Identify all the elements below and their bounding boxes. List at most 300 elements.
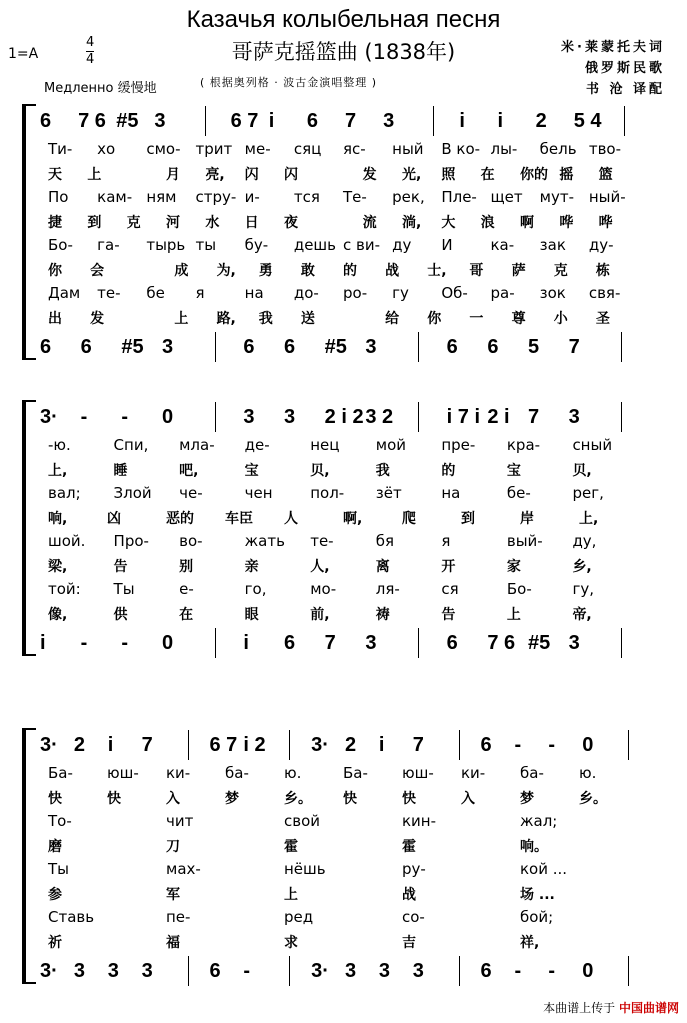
lyric-syllable: те-	[97, 284, 121, 302]
note: 6	[487, 336, 499, 358]
note: 7	[345, 110, 357, 132]
footer-text: 本曲谱上传于	[543, 1001, 616, 1015]
lyric-syllable: яс-	[343, 140, 366, 158]
barline	[433, 106, 434, 136]
note-row	[40, 632, 665, 658]
lyric-syllable: 在	[480, 167, 495, 183]
lyric-syllable: Ба-	[48, 764, 73, 782]
lyric-line	[48, 764, 668, 784]
note: -	[548, 734, 555, 756]
note: 6	[306, 110, 318, 132]
lyric-line	[48, 140, 668, 160]
note: 6	[446, 632, 458, 654]
note: 3	[383, 110, 395, 132]
note: 0	[582, 734, 594, 756]
lyric-syllable: гу,	[572, 580, 594, 598]
note: 2 i	[487, 406, 510, 428]
lyric-syllable: ра-	[490, 284, 515, 302]
lyric-syllable: 参	[48, 887, 62, 903]
lyric-syllable: зок	[539, 284, 566, 302]
lyric-syllable: 在	[179, 607, 194, 623]
note-row	[40, 960, 665, 986]
lyric-syllable: По	[48, 188, 69, 206]
lyric-syllable: 快	[402, 791, 416, 807]
lyric-syllable: рег,	[572, 484, 604, 502]
lyric-syllable: 啊	[520, 215, 534, 231]
lyric-syllable: ный	[392, 140, 424, 158]
lyric-syllable: 敢	[300, 263, 315, 279]
lyric-syllable: свя-	[588, 284, 621, 302]
barline	[621, 402, 622, 432]
note: 6	[480, 734, 492, 756]
lyric-syllable: 光,	[402, 167, 422, 183]
lyric-syllable: 眼	[244, 607, 259, 623]
lyric-syllable: 梦	[225, 791, 239, 807]
lyric-syllable: 上	[87, 167, 102, 183]
note: 0	[582, 960, 594, 982]
lyric-syllable: зак	[539, 236, 566, 254]
note: 7	[412, 734, 424, 756]
lyric-syllable: 流	[362, 215, 377, 231]
lyric-syllable: 大	[441, 215, 456, 231]
lyric-syllable: де-	[244, 436, 270, 454]
lyric-syllable: со-	[402, 908, 425, 926]
lyric-syllable: кин-	[402, 812, 437, 830]
lyric-syllable: 岸	[520, 511, 534, 527]
note: 3	[345, 960, 357, 982]
system-bracket	[22, 104, 36, 360]
note: 2	[73, 734, 85, 756]
lyric-syllable: сный	[572, 436, 613, 454]
lyric-syllable: 日	[244, 215, 259, 231]
lyric-syllable: 宝	[506, 463, 521, 479]
lyric-syllable: То-	[48, 812, 72, 830]
lyric-line	[48, 308, 668, 328]
lyric-syllable: ля-	[375, 580, 400, 598]
note: 7	[528, 406, 540, 428]
lyric-line	[48, 436, 668, 456]
note: 3·	[40, 734, 58, 756]
lyric-syllable: 亲	[244, 559, 259, 575]
lyric-syllable: 上	[174, 311, 189, 327]
lyric-syllable: тырь	[146, 236, 186, 254]
lyric-syllable: щет	[490, 188, 523, 206]
lyric-syllable: ру-	[402, 860, 426, 878]
barline	[188, 730, 189, 760]
lyric-line	[48, 836, 668, 856]
lyric-syllable: 栋	[595, 263, 610, 279]
lyric-syllable: 凶	[107, 511, 121, 527]
lyric-line	[48, 460, 668, 480]
credit-translator: 书 沧 译配	[585, 82, 665, 97]
lyric-syllable: мла-	[179, 436, 215, 454]
lyric-syllable: стру-	[195, 188, 237, 206]
lyric-syllable: той:	[48, 580, 81, 598]
barline	[624, 106, 625, 136]
lyric-syllable: Ты	[48, 860, 70, 878]
lyric-syllable: 你的	[520, 167, 548, 183]
lyric-syllable: Злой	[113, 484, 152, 502]
lyric-syllable: 淌,	[402, 215, 422, 231]
lyric-syllable: смо-	[146, 140, 181, 158]
lyric-syllable: ю.	[579, 764, 597, 782]
note: 3	[154, 110, 166, 132]
lyric-syllable: 祷	[375, 607, 390, 623]
lyric-syllable: 帝,	[572, 607, 592, 623]
lyric-line	[48, 604, 668, 624]
note: 6	[209, 960, 221, 982]
lyric-syllable: 战	[385, 263, 400, 279]
lyric-syllable: мой	[375, 436, 407, 454]
lyric-syllable: 上	[284, 887, 298, 903]
lyric-syllable: 克	[126, 215, 141, 231]
lyric-syllable: 路,	[216, 311, 236, 327]
lyric-syllable: Об-	[441, 284, 468, 302]
lyric-syllable: бель	[539, 140, 577, 158]
lyric-syllable: 送	[300, 311, 315, 327]
note: i 7 i	[446, 406, 481, 428]
lyric-syllable: юш-	[107, 764, 139, 782]
note: -	[80, 632, 88, 654]
note: 7	[141, 734, 153, 756]
lyric-syllable: гу	[392, 284, 409, 302]
lyric-syllable: бу-	[244, 236, 269, 254]
note-row	[40, 734, 665, 760]
lyric-syllable: Ставь	[48, 908, 95, 926]
lyric-syllable: чен	[244, 484, 273, 502]
lyric-line	[48, 484, 668, 504]
lyric-syllable: зёт	[375, 484, 402, 502]
lyric-syllable: я	[195, 284, 205, 302]
lyric-syllable: ням	[146, 188, 177, 206]
barline	[418, 332, 419, 362]
lyric-syllable: 你	[427, 311, 442, 327]
lyric-syllable: ный-	[588, 188, 626, 206]
score-system	[0, 728, 687, 986]
note: 3	[243, 406, 255, 428]
lyric-syllable: 圣	[595, 311, 610, 327]
lyric-syllable: мо-	[310, 580, 337, 598]
lyric-syllable: Бо-	[506, 580, 532, 598]
lyric-syllable: И	[441, 236, 453, 254]
lyric-syllable: кра-	[506, 436, 541, 454]
lyric-syllable: 我	[258, 311, 273, 327]
barline	[628, 956, 629, 986]
lyric-syllable: 入	[461, 791, 475, 807]
title-chinese: 哥萨克摇篮曲 (1838年)	[231, 40, 456, 64]
lyric-syllable: ме-	[244, 140, 271, 158]
note: i	[243, 632, 249, 654]
lyric-syllable: юш-	[402, 764, 434, 782]
lyric-line	[48, 908, 668, 928]
lyric-syllable: 睡	[113, 463, 128, 479]
barline	[215, 402, 216, 432]
lyric-line	[48, 188, 668, 208]
lyric-syllable: 为,	[216, 263, 236, 279]
lyric-syllable: Спи,	[113, 436, 149, 454]
note: -	[80, 406, 88, 428]
lyric-syllable: ба-	[520, 764, 544, 782]
lyric-syllable: 勇	[258, 263, 273, 279]
lyric-syllable: 吧,	[179, 463, 199, 479]
lyric-syllable: 吉	[402, 935, 416, 951]
lyric-syllable: Ти-	[48, 140, 73, 158]
note: 7	[324, 632, 336, 654]
lyric-syllable: нёшь	[284, 860, 326, 878]
lyric-line	[48, 532, 668, 552]
lyric-syllable: лы-	[490, 140, 518, 158]
meter-top: 4	[86, 35, 95, 50]
note: 3	[568, 632, 580, 654]
lyric-syllable: во-	[179, 532, 203, 550]
note: -	[121, 406, 128, 428]
note: 6	[284, 632, 296, 654]
lyric-line	[48, 812, 668, 832]
lyric-syllable: дешь	[293, 236, 336, 254]
key-signature: 1=A	[8, 46, 39, 62]
time-signature	[86, 36, 94, 67]
lyric-syllable: 祈	[48, 935, 62, 951]
lyric-syllable: 贝,	[572, 463, 592, 479]
lyric-syllable: Ба-	[343, 764, 368, 782]
barline	[289, 956, 290, 986]
lyric-syllable: трит	[195, 140, 233, 158]
lyric-syllable: тво-	[588, 140, 621, 158]
lyric-syllable: 告	[441, 607, 456, 623]
barline	[215, 332, 216, 362]
lyric-syllable: 上,	[579, 511, 599, 527]
note: i 2	[243, 734, 266, 756]
barline	[418, 402, 419, 432]
lyric-syllable: 刀	[166, 839, 180, 855]
tempo-marking: Медленно 缓慢地	[44, 81, 157, 96]
lyric-syllable: Ты	[113, 580, 135, 598]
lyric-syllable: 啊,	[343, 511, 363, 527]
system-bracket	[22, 728, 36, 984]
lyric-syllable: на	[441, 484, 461, 502]
lyric-syllable: кам-	[97, 188, 133, 206]
note: 3	[365, 336, 377, 358]
lyric-syllable: 河	[166, 215, 180, 231]
lyric-syllable: 篮	[598, 167, 613, 183]
lyric-syllable: хо	[97, 140, 116, 158]
lyric-syllable: шой.	[48, 532, 86, 550]
lyric-syllable: на	[244, 284, 264, 302]
lyric-line	[48, 580, 668, 600]
note: 3	[284, 406, 296, 428]
note: 3	[378, 960, 390, 982]
note: 0	[162, 632, 174, 654]
note: 3	[141, 960, 153, 982]
lyric-syllable: 前,	[310, 607, 330, 623]
lyric-syllable: га-	[97, 236, 120, 254]
lyric-syllable: 像,	[48, 607, 68, 623]
note: 7	[568, 336, 580, 358]
meter-bottom: 4	[86, 52, 95, 67]
lyric-syllable: 小	[553, 311, 568, 327]
lyric-syllable: 求	[284, 935, 298, 951]
lyric-syllable: 乡。	[579, 791, 607, 807]
lyric-syllable: 哗	[559, 215, 574, 231]
note: i	[459, 110, 465, 132]
footer-site: 中国曲谱网	[618, 1001, 679, 1015]
note: 3·	[311, 960, 329, 982]
lyric-syllable: 水	[205, 215, 220, 231]
note: #5	[528, 632, 551, 654]
lyric-syllable: ду	[392, 236, 412, 254]
barline	[459, 730, 460, 760]
note: 5 4	[573, 110, 602, 132]
note: 3 2	[365, 406, 394, 428]
lyric-syllable: 祥,	[520, 935, 540, 951]
lyric-syllable: 会	[90, 263, 105, 279]
lyric-syllable: 的	[343, 263, 357, 279]
note: 6	[480, 960, 492, 982]
lyric-syllable: 你	[48, 263, 62, 279]
lyric-syllable: 车臣	[225, 511, 253, 527]
lyric-syllable: 到	[87, 215, 102, 231]
lyric-syllable: жал;	[520, 812, 558, 830]
note: 3·	[40, 406, 58, 428]
lyric-line	[48, 164, 668, 184]
lyric-syllable: 克	[553, 263, 568, 279]
note: 7 6	[78, 110, 106, 132]
note: -	[514, 960, 522, 982]
note: -	[121, 632, 128, 654]
lyric-syllable: и-	[244, 188, 260, 206]
note: -	[548, 960, 555, 982]
note: i	[268, 110, 275, 132]
lyric-line	[48, 884, 668, 904]
lyric-syllable: я	[441, 532, 451, 550]
lyric-syllable: ба-	[225, 764, 249, 782]
lyric-syllable: бе	[146, 284, 165, 302]
lyric-line	[48, 212, 668, 232]
lyric-syllable: 恶的	[166, 511, 194, 527]
lyric-syllable: 一	[469, 311, 484, 327]
lyric-syllable: ты	[195, 236, 217, 254]
lyric-syllable: ки-	[166, 764, 191, 782]
lyric-syllable: сяц	[293, 140, 322, 158]
lyric-line	[48, 236, 668, 256]
lyric-syllable: 梁,	[48, 559, 68, 575]
lyric-syllable: 人,	[310, 559, 330, 575]
lyric-syllable: 亮,	[205, 167, 225, 183]
note: 3	[162, 336, 174, 358]
barline	[621, 628, 622, 658]
lyric-line	[48, 788, 668, 808]
lyric-syllable: Те-	[343, 188, 367, 206]
lyric-syllable: 到	[461, 511, 475, 527]
lyric-syllable: с ви-	[343, 236, 381, 254]
lyric-syllable: 尊	[511, 311, 526, 327]
lyric-syllable: бой;	[520, 908, 554, 926]
note: 6	[446, 336, 458, 358]
lyric-syllable: 离	[375, 559, 390, 575]
lyric-syllable: ю.	[284, 764, 302, 782]
lyric-syllable: бя	[375, 532, 395, 550]
lyric-syllable: В ко-	[441, 140, 481, 158]
note: 2	[535, 110, 547, 132]
lyric-syllable: 人	[284, 511, 298, 527]
note-row	[40, 406, 665, 432]
lyric-syllable: 别	[179, 559, 194, 575]
source-note: ( 根据奥列格 · 波古金演唱整理 )	[200, 76, 378, 89]
lyric-syllable: 开	[441, 559, 456, 575]
lyric-syllable: 上,	[48, 463, 68, 479]
barline	[459, 956, 460, 986]
lyric-syllable: 出	[48, 311, 62, 327]
lyric-syllable: Про-	[113, 532, 149, 550]
lyric-syllable: е-	[179, 580, 194, 598]
note: 3·	[40, 960, 58, 982]
lyric-syllable: 响,	[48, 511, 68, 527]
lyric-syllable: 供	[113, 607, 128, 623]
lyric-line	[48, 556, 668, 576]
lyric-syllable: те-	[310, 532, 334, 550]
lyric-syllable: ду-	[588, 236, 614, 254]
lyric-syllable: вал;	[48, 484, 81, 502]
lyric-syllable: до-	[293, 284, 319, 302]
lyric-syllable: 乡,	[572, 559, 592, 575]
lyric-syllable: 快	[343, 791, 357, 807]
lyric-syllable: 士,	[427, 263, 447, 279]
lyric-syllable: ред	[284, 908, 314, 926]
note-row	[40, 110, 665, 136]
lyric-syllable: 哥	[469, 263, 484, 279]
barline	[289, 730, 290, 760]
barline	[621, 332, 622, 362]
lyric-syllable: 发	[362, 167, 377, 183]
lyric-syllable: 哗	[598, 215, 613, 231]
note: 2 i 2	[324, 406, 364, 428]
barline	[188, 956, 189, 986]
note: i	[40, 632, 46, 654]
note: 5	[528, 336, 540, 358]
note: 6	[80, 336, 92, 358]
lyric-syllable: ка-	[490, 236, 515, 254]
lyric-syllable: 的	[441, 463, 456, 479]
lyric-syllable: мут-	[539, 188, 574, 206]
note: 2	[345, 734, 357, 756]
score-system	[0, 104, 687, 362]
lyric-syllable: бе-	[506, 484, 531, 502]
score-system	[0, 400, 687, 658]
lyric-syllable: 浪	[480, 215, 495, 231]
lyric-syllable: 磨	[48, 839, 62, 855]
lyric-syllable: ро-	[343, 284, 368, 302]
lyric-syllable: 宝	[244, 463, 259, 479]
lyric-syllable: го,	[244, 580, 267, 598]
lyric-syllable: 家	[506, 559, 521, 575]
lyric-syllable: 发	[90, 311, 105, 327]
note: 3·	[311, 734, 329, 756]
lyric-line	[48, 508, 668, 528]
lyric-syllable: Пле-	[441, 188, 477, 206]
note-row	[40, 336, 665, 362]
barline	[215, 628, 216, 658]
note: -	[514, 734, 522, 756]
lyric-syllable: 快	[48, 791, 62, 807]
note: i	[378, 734, 385, 756]
lyric-syllable: 月	[166, 167, 180, 183]
lyric-syllable: 上	[506, 607, 521, 623]
lyric-syllable: 捷	[48, 215, 62, 231]
note: 3	[568, 406, 580, 428]
lyric-syllable: пол-	[310, 484, 345, 502]
lyric-syllable: жать	[244, 532, 285, 550]
lyric-syllable: 乡。	[284, 791, 312, 807]
